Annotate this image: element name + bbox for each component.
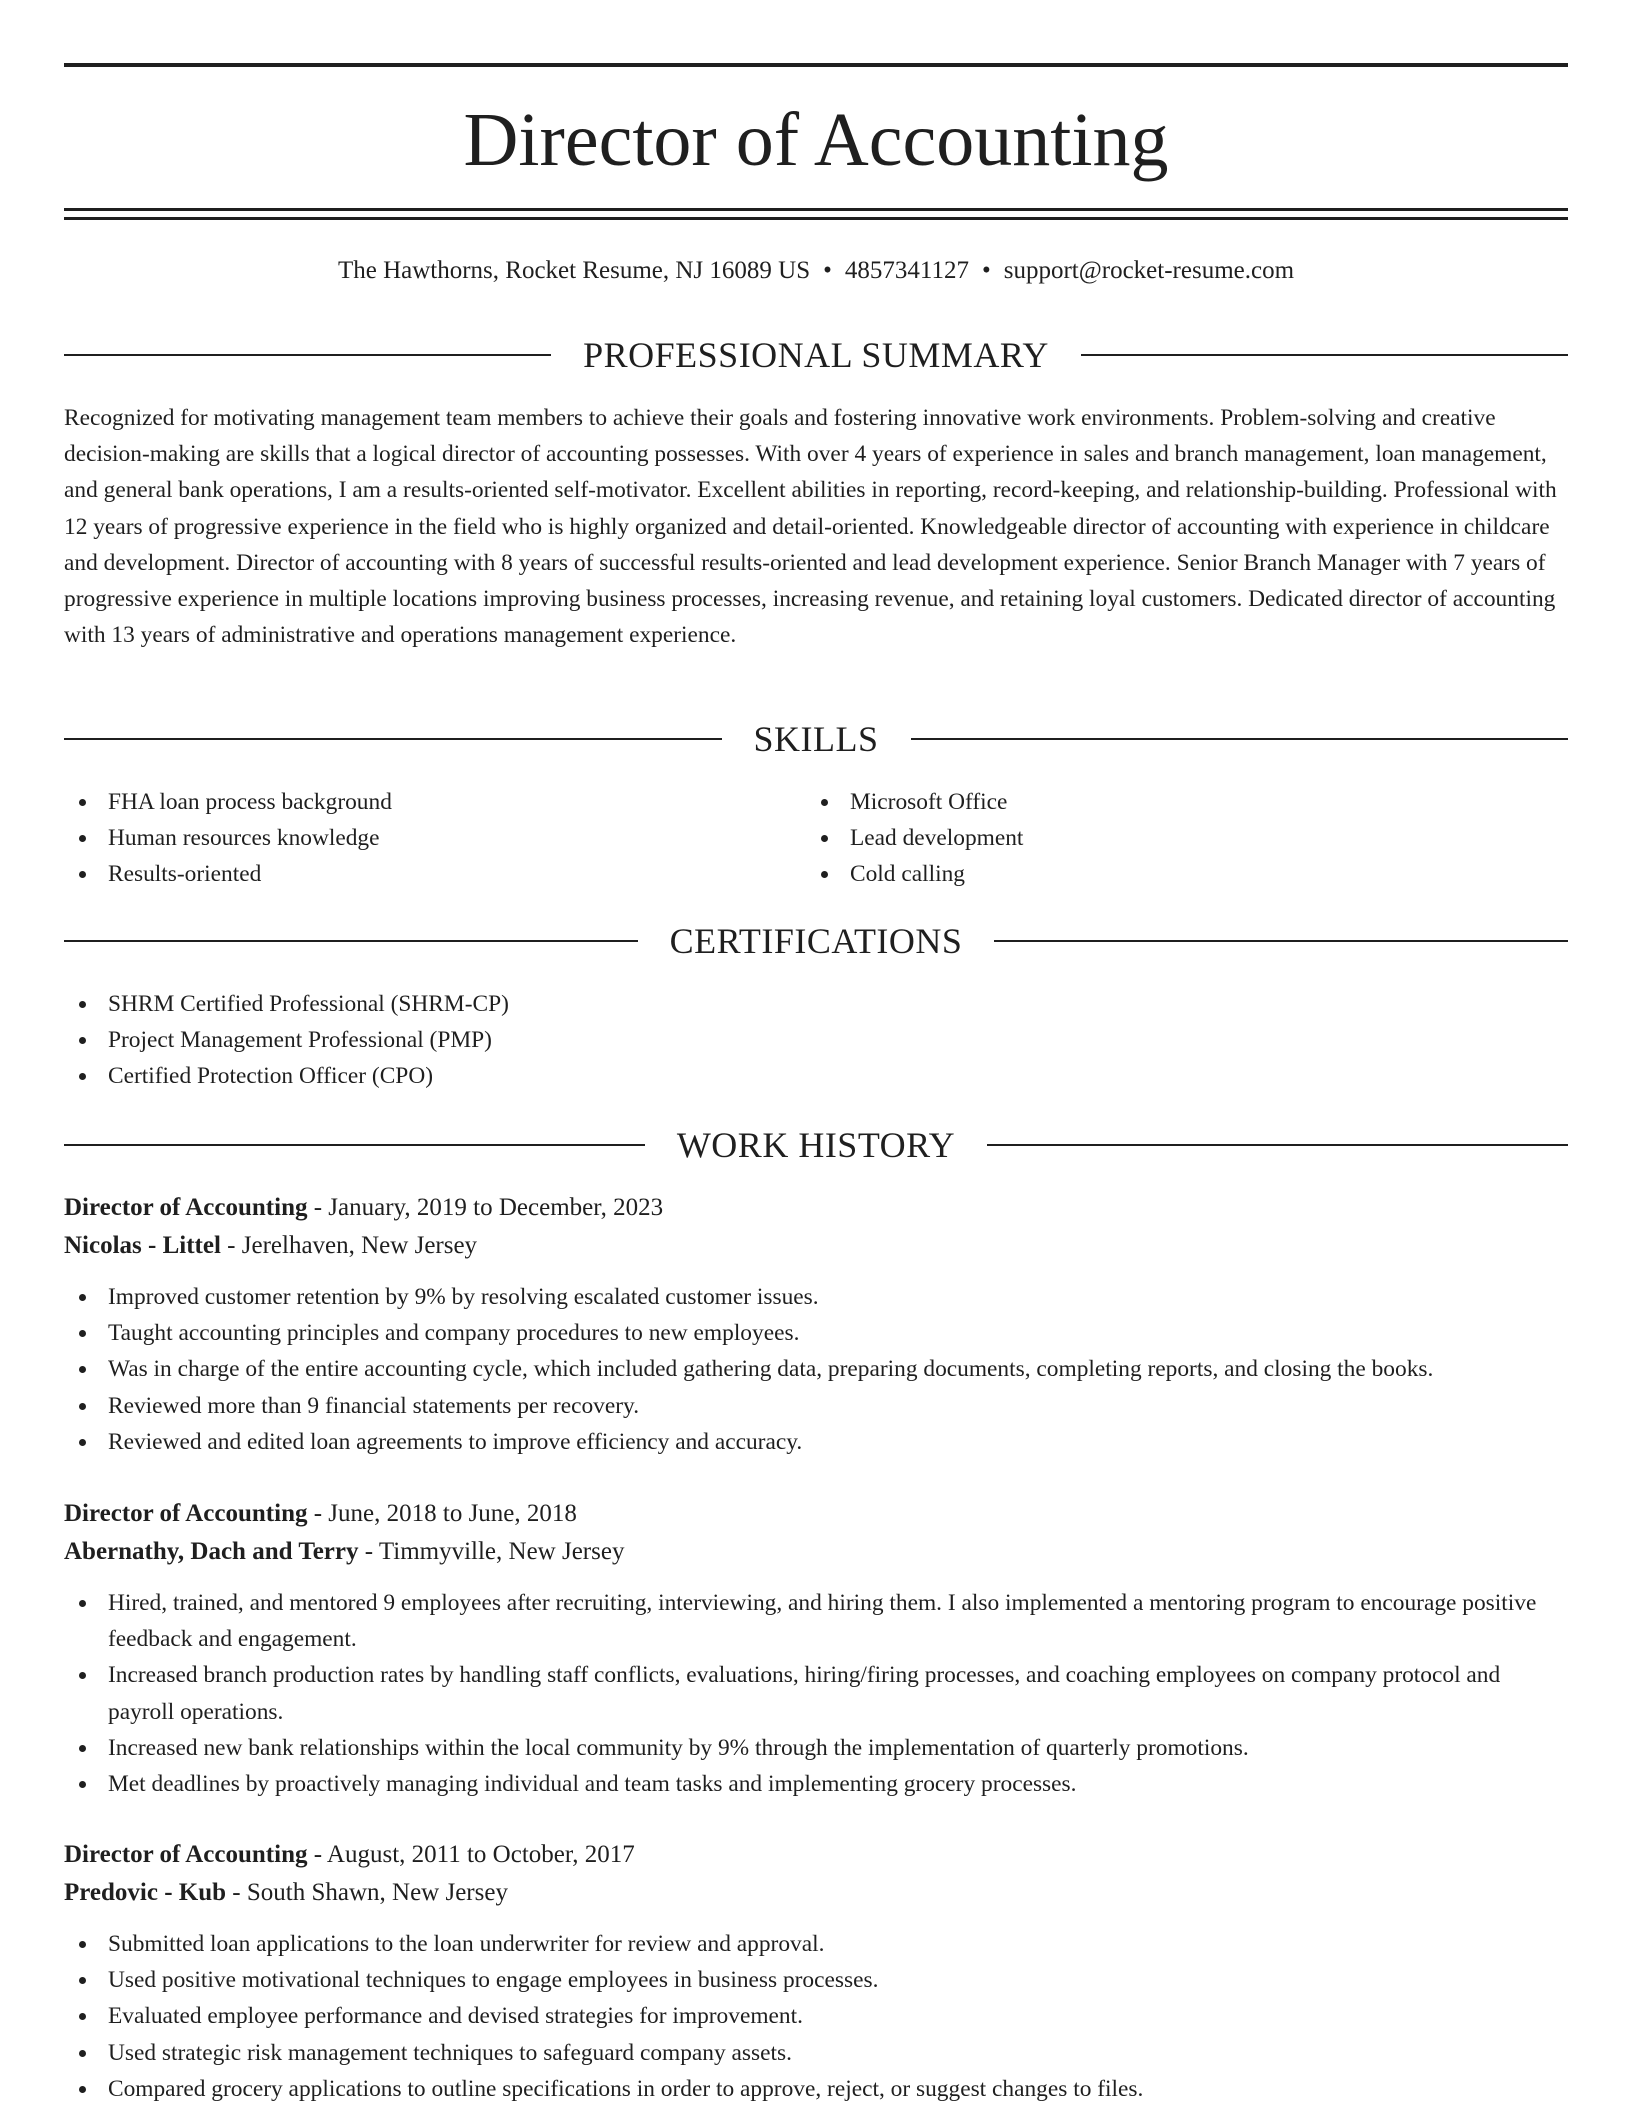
job-entry [64,1189,1568,1460]
skills-heading-label: SKILLS [753,719,879,759]
job-bullet: Compared grocery applications to outline specifications in order to approve, reject, or suggest changes to files. [64,2071,1568,2107]
job-bullet: Taught accounting principles and company procedures to new employees. [64,1315,1568,1351]
summary-text: Recognized for motivating management team members to achieve their goals and fostering innovative work environments. Problem-solving and creative decision-making are skills that a logical director of accounting possesses. With over 4 years of experience in sales and branch management, loan management, and general bank operations, I am a results-oriented self-motivator. Excellent abilities in reporting, record-keeping, and relationship-building. Professional with 12 years of progressive experience in the field who is highly organized and detail-oriented. Knowledgeable director of accounting with experience in childcare and development. Director of accounting with 8 years of successful results-oriented and lead development experience. Senior Branch Manager with 7 years of progressive experience in multiple locations improving business processes, increasing revenue, and retaining loyal customers. Dedicated director of accounting with 13 years of administrative and operations management experience. [64,405,1557,649]
work-history-heading-label: WORK HISTORY [676,1125,956,1165]
summary-heading-label: PROFESSIONAL SUMMARY [583,335,1049,375]
summary-heading [64,333,1568,377]
resume-title: Director of Accounting [463,98,1169,182]
contact-separator: • [981,257,991,284]
job-bullet: Hired, trained, and mentored 9 employees after recruiting, interviewing, and hiring them. I also implemented a mentoring program to encourage positive feedback and engagement. [64,1585,1568,1657]
heading-rule-right [994,940,1568,942]
heading-rule-left [64,354,551,356]
job-company-line [64,1227,1568,1265]
skills-list-right [806,784,1023,893]
certification-item: SHRM Certified Professional (SHRM-CP) [64,986,509,1022]
job-bullet: Evaluated employee performance and devised strategies for improvement. [64,1998,1568,2034]
job-title: Director of Accounting [64,1194,308,1221]
certification-item: Certified Protection Officer (CPO) [64,1058,509,1094]
skill-item: Results-oriented [64,856,392,892]
heading-rule-right [1081,354,1568,356]
top-rule [64,63,1568,67]
job-bullets [64,1279,1568,1460]
job-company: Predovic - Kub [64,1879,227,1906]
job-title-line [64,1836,1568,1874]
job-bullet: Reviewed and edited loan agreements to improve efficiency and accuracy. [64,1424,1568,1460]
job-company-line [64,1533,1568,1571]
job-company: Abernathy, Dach and Terry [64,1538,359,1565]
contact-address: The Hawthorns, Rocket Resume, NJ 16089 US [337,257,811,284]
job-bullet: Was in charge of the entire accounting cycle, which included gathering data, preparing documents, completing reports, and closing the books. [64,1351,1568,1387]
job-bullet: Improved customer retention by 9% by resolving escalated customer issues. [64,1279,1568,1315]
job-bullet: Submitted loan applications to the loan underwriter for review and approval. [64,1926,1568,1962]
skill-item: FHA loan process background [64,784,392,820]
heading-rule-left [64,940,638,942]
job-title-line [64,1495,1568,1533]
job-bullet: Increased branch production rates by handling staff conflicts, evaluations, hiring/firing processes, and coaching employees on company protocol and payroll operations. [64,1657,1568,1729]
title-double-rule [64,208,1568,220]
skill-item: Human resources knowledge [64,820,392,856]
job-location: - South Shawn, New Jersey [226,1879,508,1906]
job-title: Director of Accounting [64,1841,308,1868]
contact-email: support@rocket-resume.com [1003,257,1295,284]
job-bullets [64,1585,1568,1802]
job-bullet: Reviewed more than 9 financial statements per recovery. [64,1388,1568,1424]
skills-heading [64,717,1568,761]
contact-line [64,254,1568,288]
job-bullet: Increased new bank relationships within the local community by 9% through the implementation of quarterly promotions. [64,1730,1568,1766]
heading-rule-right [911,738,1569,740]
skills-list-left [64,784,392,893]
work-history-heading [64,1123,1568,1167]
job-entry [64,1495,1568,1802]
job-dates: - August, 2011 to October, 2017 [307,1841,635,1868]
job-location: - Timmyville, New Jersey [358,1538,625,1565]
heading-rule-left [64,738,722,740]
certifications-heading-label: CERTIFICATIONS [669,921,963,961]
certifications-list [64,986,509,1095]
job-title: Director of Accounting [64,1500,308,1527]
heading-rule-right [987,1144,1568,1146]
certifications-heading [64,919,1568,963]
skill-item: Cold calling [806,856,1023,892]
job-company: Nicolas - Littel [64,1232,221,1259]
skill-item: Microsoft Office [806,784,1023,820]
job-dates: - June, 2018 to June, 2018 [307,1500,577,1527]
job-location: - Jerelhaven, New Jersey [220,1232,478,1259]
contact-separator: • [823,257,832,284]
heading-rule-left [64,1144,645,1146]
job-bullet: Used positive motivational techniques to engage employees in business processes. [64,1962,1568,1998]
job-company-line [64,1874,1568,1912]
skill-item: Lead development [806,820,1023,856]
job-bullet: Met deadlines by proactively managing individual and team tasks and implementing grocery processes. [64,1766,1568,1802]
job-entry [64,1836,1568,2107]
job-bullet: Used strategic risk management techniques to safeguard company assets. [64,2035,1568,2071]
job-dates: - January, 2019 to December, 2023 [307,1194,664,1221]
contact-phone: 4857341127 [844,257,969,284]
job-title-line [64,1189,1568,1227]
job-bullets [64,1926,1568,2107]
certification-item: Project Management Professional (PMP) [64,1022,509,1058]
